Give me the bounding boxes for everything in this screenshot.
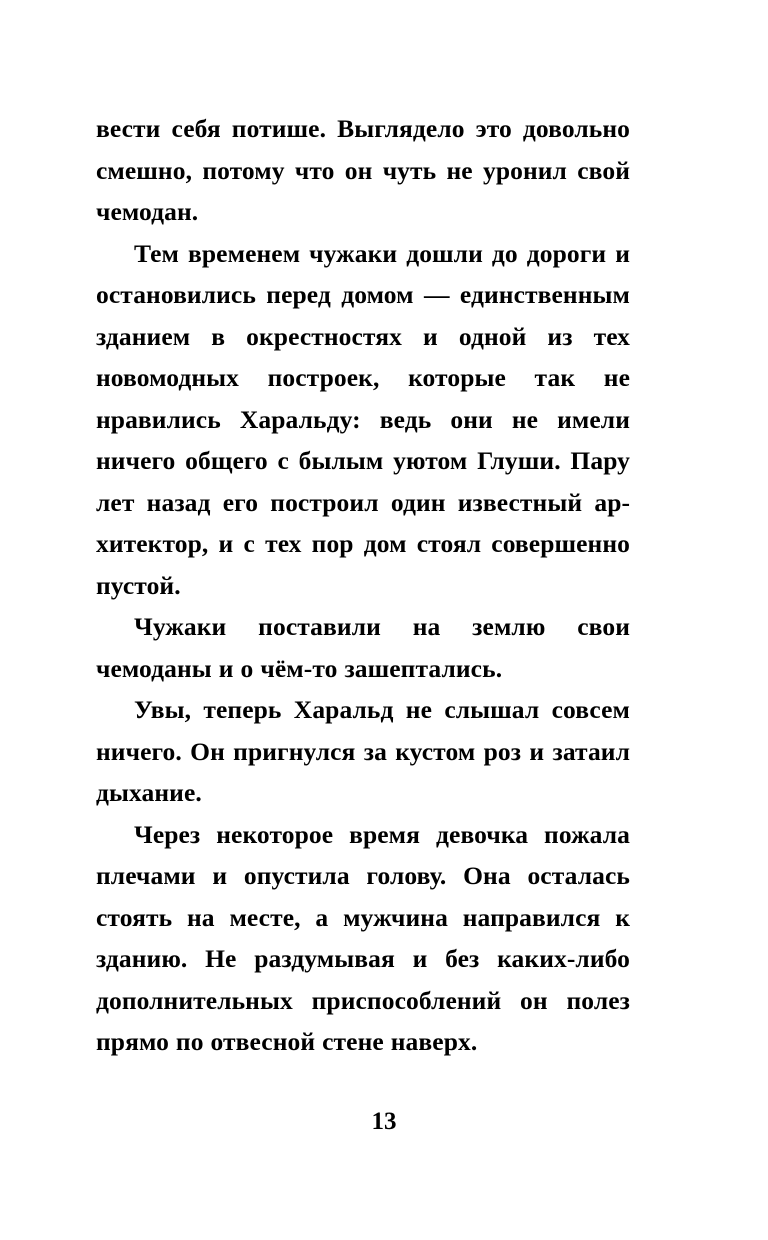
paragraph: Тем временем чужаки дошли до дороги и остановились перед домом — единственным зданием в окрестностях и одной из тех новомодных построек, которые так не нравились Харальду: ведь они не имели ничего общего с былым уютом Глуши. Пару лет назад его построил один известный архитектор, и с тех пор дом стоял совершенно пустой. bbox=[96, 238, 630, 600]
paragraph: Увы, теперь Харальд не слышал совсем ничего. Он пригнулся за кустом роз и затаил дыхание. bbox=[96, 695, 630, 807]
page-text-block bbox=[96, 108, 630, 1063]
page-number: 13 bbox=[371, 1108, 397, 1135]
paragraph: Чужаки поставили на землю свои чемоданы и о чём-то зашептались. bbox=[96, 612, 630, 683]
paragraph: Через некоторое время девочка пожала плечами и опустила голову. Она осталась стоять на месте, а мужчина направился к зданию. Не раздумывая и без каких-либо дополнительных приспособлений он полез прямо по отвесной стене наверх. bbox=[96, 819, 630, 1056]
paragraph: вести себя потише. Выглядело это довольно смешно, потому что он чуть не уронил свой чемодан. bbox=[96, 114, 630, 226]
